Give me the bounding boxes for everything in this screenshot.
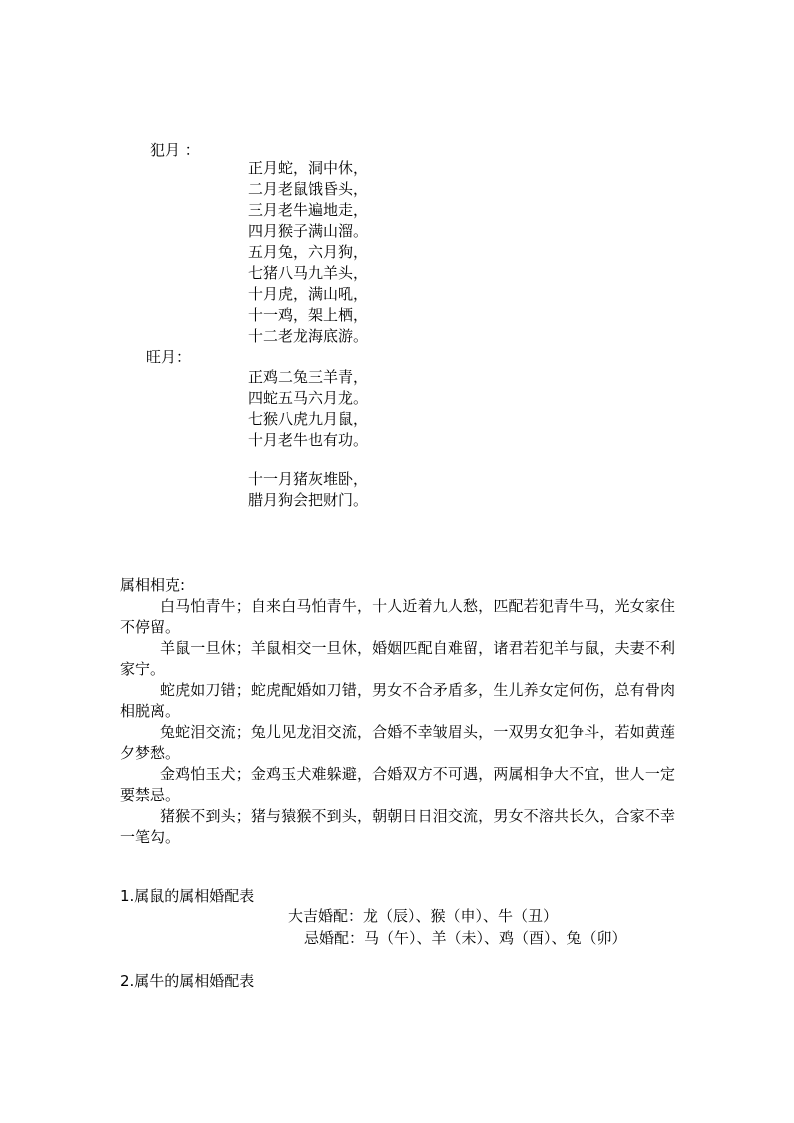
- verse-line: 七猴八虎九月鼠，: [248, 410, 369, 428]
- verse-line: 十二老龙海底游。: [248, 327, 369, 345]
- wang-yue-verse-2: [248, 469, 368, 511]
- verse-line: 十月老牛也有功。: [248, 431, 369, 449]
- wang-yue-verse: [248, 367, 368, 451]
- verse-line: 三月老牛遍地走，: [248, 201, 369, 219]
- xiang-ke-paragraph: 蛇虎如刀错；蛇虎配婚如刀错，男女不合矛盾多，生儿养女定何伤，总有骨肉相脱离。: [120, 681, 675, 720]
- verse-line: 腊月狗会把财门。: [248, 491, 369, 509]
- verse-line: 四月猴子满山溜。: [248, 222, 369, 240]
- verse-line: 十一月猪灰堆卧，: [248, 470, 369, 488]
- rat-bad-match: 忌婚配：马（午）、羊（未）、鸡（酉）、兔（卯）: [304, 929, 627, 947]
- verse-line: 五月兔，六月狗，: [248, 243, 369, 261]
- verse-line: 十月虎，满山吼，: [248, 285, 369, 303]
- fan-yue-label: 犯月 ：: [150, 141, 200, 159]
- fan-yue-verse: [248, 158, 368, 347]
- ox-table-title: 2.属牛的属相婚配表: [120, 972, 255, 990]
- rat-table-title: 1.属鼠的属相婚配表: [120, 887, 255, 905]
- xiang-ke-paragraph: 猪猴不到头；猪与猿猴不到头，朝朝日日泪交流，男女不溶共长久，合家不幸一笔勾。: [120, 807, 675, 846]
- verse-line: 正鸡二兔三羊青，: [248, 368, 369, 386]
- xiang-ke-paragraph: 羊鼠一旦休；羊鼠相交一旦休，婚姻匹配自难留，诸君若犯羊与鼠，夫妻不利家宁。: [120, 639, 675, 678]
- xiang-ke-paragraph: 白马怕青牛；自来白马怕青牛，十人近着九人愁，匹配若犯青牛马，光女家住不停留。: [120, 597, 675, 636]
- verse-line: 七猪八马九羊头，: [248, 264, 369, 282]
- verse-line: 二月老鼠饿昏头，: [248, 180, 369, 198]
- xiang-ke-paragraphs: [120, 596, 675, 848]
- verse-line: 四蛇五马六月龙。: [248, 389, 369, 407]
- xiang-ke-paragraph: 金鸡怕玉犬；金鸡玉犬难躲避，合婚双方不可遇，两属相争大不宜，世人一定要禁忌。: [120, 765, 675, 804]
- verse-line: 十一鸡，架上栖，: [248, 306, 369, 324]
- xiang-ke-title: 属相相克:: [120, 576, 186, 594]
- xiang-ke-paragraph: 兔蛇泪交流；兔儿见龙泪交流，合婚不幸皱眉头，一双男女犯争斗，若如黄莲夕梦愁。: [120, 723, 675, 762]
- rat-good-match: 大吉婚配：龙（辰）、猴（申）、牛（丑）: [288, 907, 559, 925]
- wang-yue-label: 旺月：: [146, 348, 192, 366]
- verse-line: 正月蛇，洞中休，: [248, 159, 369, 177]
